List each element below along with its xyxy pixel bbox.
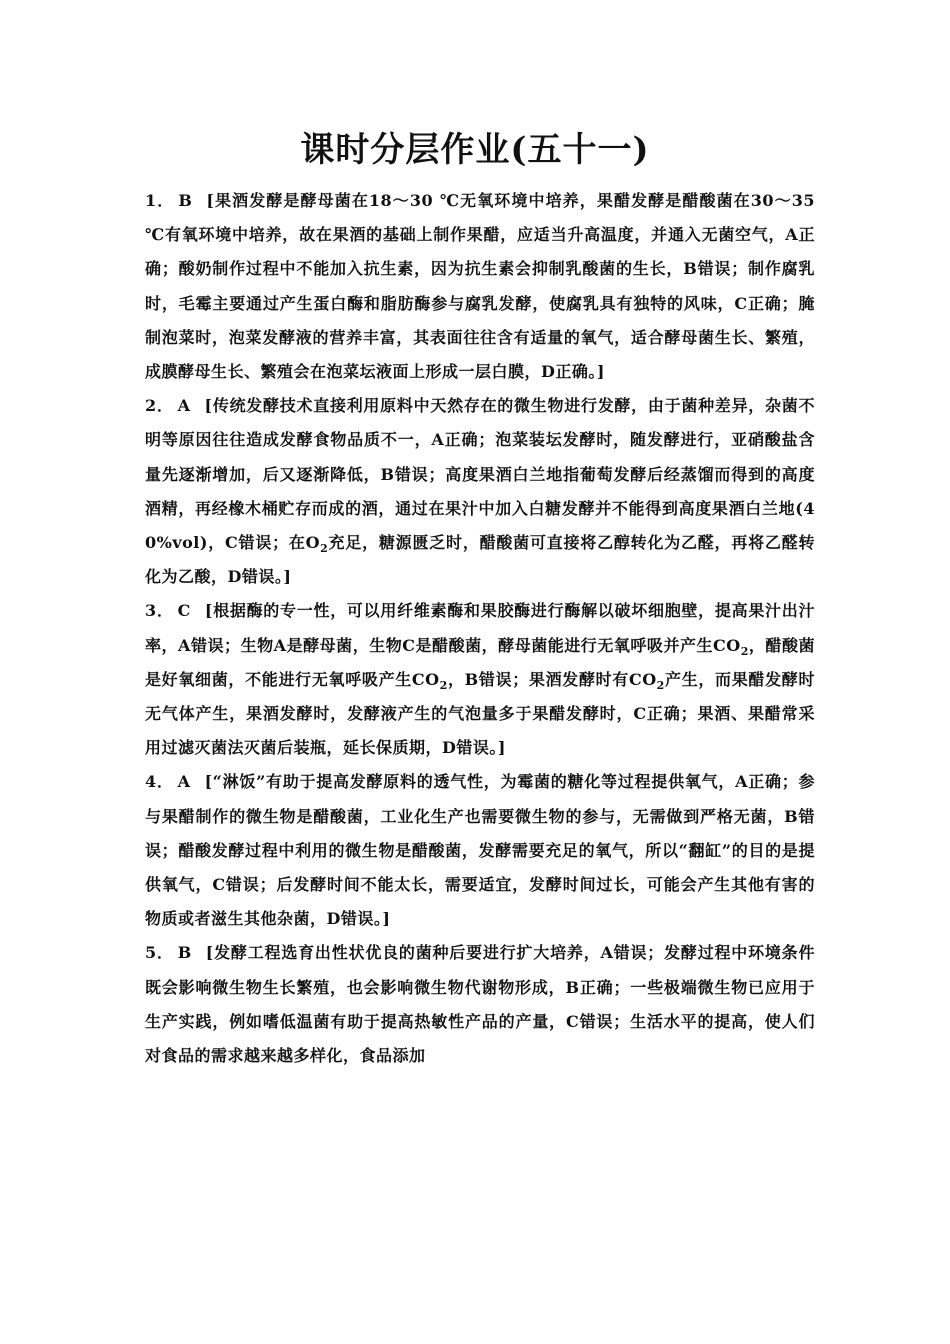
answer-explanation-cont: 充足，糖源匮乏时，醋酸菌可直接将乙醇转化为乙醛，再将乙醛转化为乙酸，D错误。] [145, 533, 815, 587]
answer-explanation-cont: ，醋酸菌是好氧细菌，不能进行无氧呼吸产生CO [145, 635, 815, 689]
answer-explanation: [发酵工程选育出性状优良的菌种后要进行扩大培养，A错误；发酵过程中环境条件既会影响微生物生长繁殖，也会影响微生物代谢物形成，B正确；一些极端微生物已应用于生产实践，例如嗜低温菌有助于提高热敏性产品的产量，C错误；生活水平的提高，使人们对食品的需求越来越多样化，食品添加 [145, 943, 815, 1066]
subscript: 2 [320, 542, 329, 556]
answer-explanation: [“淋饭”有助于提高发酵原料的透气性，为霉菌的糖化等过程提供氧气，A正确；参与果醋制作的微生物是醋酸菌，工业化生产也需要微生物的参与，无需做到严格无菌，B错误；醋酸发酵过程中利用的微生物是醋酸菌，发酵需要充足的氧气，所以“翻缸”的目的是提供氧气，C错误；后发酵时间不能太长，需要适宜，发酵时间过长，可能会产生其他有害的物质或者滋生其他杂菌，D错误。] [145, 772, 815, 929]
answer-explanation-cont: 产生，而果醋发酵时无气体产生，果酒发酵时，发酵液产生的气泡量多于果醋发酵时，C正确；果酒、果醋常采用过滤灭菌法灭菌后装瓶，延长保质期，D错误。] [145, 669, 815, 758]
question-number: 3． [145, 601, 174, 621]
page-title: 课时分层作业(五十一) [300, 130, 650, 170]
answer-list [145, 184, 815, 1073]
answer-explanation: [果酒发酵是酵母菌在18～30 ℃无氧环境中培养，果醋发酵是醋酸菌在30～35 ℃有氧环境中培养，故在果酒的基础上制作果醋，应适当升高温度，并通入无菌空气，A正确；酸奶制作过程中不能加入抗生素，因为抗生素会抑制乳酸菌的生长，B错误；制作腐乳时，毛霉主要通过产生蛋白酶和脂肪酶参与腐乳发酵，使腐乳具有独特的风味，C正确；腌制泡菜时，泡菜发酵液的营养丰富，其表面往往含有适量的氧气，适合酵母菌生长、繁殖，成膜酵母生长、繁殖会在泡菜坛液面上形成一层白膜，D正确。] [145, 191, 815, 382]
answer-item-1 [145, 184, 815, 389]
answer-key: C [177, 601, 191, 621]
answer-explanation-cont: ，B错误；果酒发酵时有CO [447, 669, 657, 689]
question-number: 5． [145, 943, 174, 963]
answer-key: B [177, 943, 192, 963]
answer-item-2 [145, 389, 815, 594]
answer-key: A [177, 772, 191, 792]
answer-key: A [177, 396, 191, 416]
question-number: 4． [145, 772, 174, 792]
answer-item-4 [145, 765, 815, 936]
answer-explanation: [根据酶的专一性，可以用纤维素酶和果胶酶进行酶解以破坏细胞壁，提高果汁出汁率，A错误；生物A是酵母菌，生物C是醋酸菌，酵母菌能进行无氧呼吸并产生CO [145, 601, 815, 655]
answer-item-5 [145, 936, 815, 1073]
subscript: 2 [439, 679, 448, 693]
answer-explanation: [传统发酵技术直接利用原料中天然存在的微生物进行发酵，由于菌种差异，杂菌不明等原因往往造成发酵食物品质不一，A正确；泡菜装坛发酵时，随发酵进行，亚硝酸盐含量先逐渐增加，后又逐渐降低，B错误；高度果酒白兰地指葡萄发酵后经蒸馏而得到的高度酒精，再经橡木桶贮存而成的酒，通过在果汁中加入白糖发酵并不能得到高度果酒白兰地(40%vol)，C错误；在O [145, 396, 815, 553]
question-number: 1． [145, 191, 175, 210]
subscript: 2 [656, 679, 665, 693]
answer-item-3 [145, 594, 815, 765]
subscript: 2 [740, 644, 749, 658]
answer-key: B [178, 191, 193, 210]
question-number: 2． [145, 396, 174, 416]
